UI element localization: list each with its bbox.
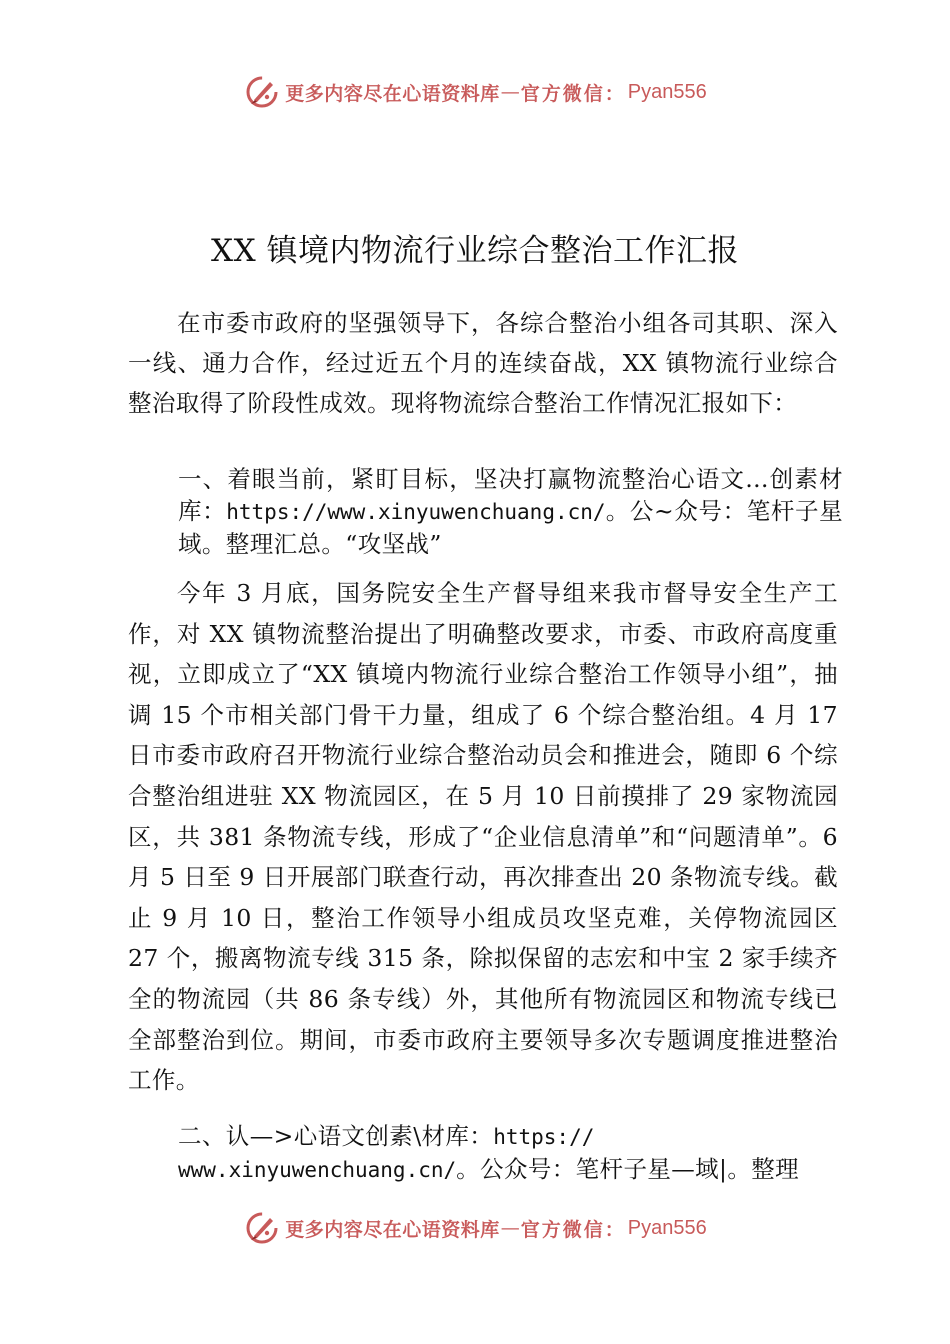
brush-logo-icon bbox=[243, 1209, 281, 1247]
heading-2-url-part2: www.xinyuwenchuang.cn/ bbox=[178, 1158, 457, 1182]
section-heading-2 bbox=[178, 1120, 843, 1186]
heading-2-text-a: 二、认—>心语文创素\材库： bbox=[178, 1122, 494, 1150]
brush-logo-icon bbox=[243, 73, 281, 111]
section-heading-1 bbox=[178, 463, 843, 560]
watermark-wechat-id: Pyan556 bbox=[627, 1216, 707, 1239]
document-title: XX 镇境内物流行业综合整治工作汇报 bbox=[211, 233, 739, 269]
watermark-separator: — bbox=[500, 81, 520, 103]
watermark-text: 更多内容尽在心语资料库 bbox=[285, 82, 500, 105]
heading-2-url-part1: https:// bbox=[493, 1125, 595, 1149]
body-paragraph: 今年 3 月底，国务院安全生产督导组来我市督导安全生产工作，对 XX 镇物流整治提出了明确整改要求，市委、市政府高度重视，立即成立了“XX 镇境内物流行业综合整治工作领导小组”，抽调 15 个市相关部门骨干力量，组成了 6 个综合整治组。4 月 17 日市委市政府召开物流行业综合整治动员会和推进会，随即 6 个综合整治组进驻 XX 物流园区，在 5 月 10 日前摸排了 29 家物流园区，共 381 条物流专线，形成了“企业信息清单”和“问题清单”。6 月 5 日至 9 日开展部门联查行动，再次排查出 20 条物流专线。截止 9 月 10 日，整治工作领导小组成员攻坚克难，关停物流园区 27 个，搬离物流专线 315 条，除拟保留的志宏和中宝 2 家手续齐全的物流园（共 86 条专线）外，其他所有物流园区和物流专线已全部整治到位。期间，市委市政府主要领导多次专题调度推进整治工作。 bbox=[128, 579, 838, 1095]
intro-paragraph: 在市委市政府的坚强领导下，各综合整治小组各司其职、深入一线、通力合作，经过近五个月的连续奋战，XX 镇物流行业综合整治取得了阶段性成效。现将物流综合整治工作情况汇报如下： bbox=[128, 309, 838, 417]
watermark-wechat-label: 官方微信： bbox=[520, 82, 626, 105]
watermark-wechat-label: 官方微信： bbox=[520, 1218, 626, 1241]
watermark-banner-top bbox=[0, 72, 950, 112]
heading-1-text-a: 一、着眼当前，紧盯目标，坚决打赢物流整治心语文…创素材库： bbox=[178, 465, 843, 525]
heading-1-text-b: 。公~众号：笔杆子星域。整理汇总。“攻坚战” bbox=[178, 497, 843, 558]
heading-1-url: https://www.xinyuwenchuang.cn/ bbox=[226, 500, 606, 524]
watermark-text: 更多内容尽在心语资料库 bbox=[285, 1218, 500, 1241]
watermark-banner-bottom bbox=[0, 1208, 950, 1248]
watermark-separator: — bbox=[500, 1217, 520, 1239]
watermark-wechat-id: Pyan556 bbox=[627, 80, 707, 103]
heading-2-text-b: 。公众号：笔杆子星—域|。整理 bbox=[456, 1155, 800, 1183]
